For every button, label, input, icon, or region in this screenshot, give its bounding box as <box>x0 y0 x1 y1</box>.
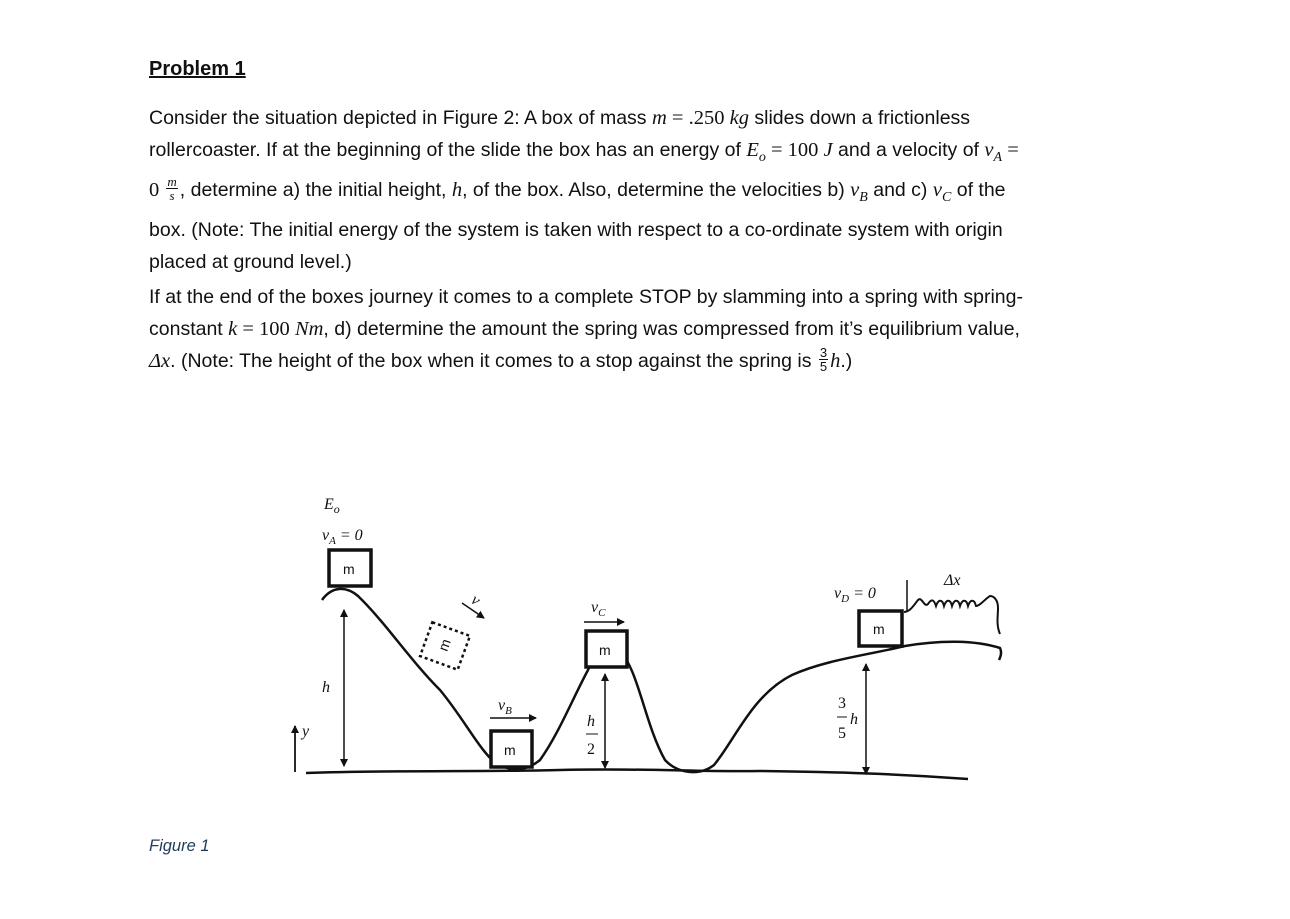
box-b-label: m <box>504 742 516 758</box>
velocity-a-label: $v_A = 0$ <box>322 527 363 547</box>
velocity-c-label: $v_C$ <box>591 599 606 619</box>
half-height-denominator: 2 <box>587 741 595 758</box>
initial-energy-label: $E_o$ <box>324 496 340 516</box>
problem-paragraph-2: If at the end of the boxes journey it comes to a complete STOP by slamming into a spring with spring- constant k = 100 Nm, d) determine the amount the spring was compressed from it’s equilibrium value, Δx. (Note: The height of the box when it comes to a stop against the spring is $\frac{3}{5}$ h.) <box>149 286 1023 375</box>
figure-caption: Figure 1 <box>149 837 210 855</box>
half-height-numerator: h <box>587 713 595 730</box>
box-on-slope <box>420 622 470 670</box>
box-c-label: m <box>599 642 611 658</box>
velocity-b-label: $v_B$ <box>498 697 512 717</box>
box-a-label: m <box>343 561 355 577</box>
three-fifths-denominator: 5 <box>838 725 846 742</box>
three-fifths-numerator: 3 <box>838 695 846 712</box>
spring <box>904 596 1000 634</box>
velocity-d-label: $v_D = 0$ <box>834 585 876 605</box>
box-on-slope-label: m <box>434 636 454 654</box>
problem-title: Problem 1 <box>149 58 246 80</box>
slope-velocity-label: v <box>467 591 484 610</box>
three-fifths-h: h <box>850 711 858 728</box>
problem-paragraph-1: Consider the situation depicted in Figure 2: A box of mass m = .250 kg slides down a frictionless rollercoaster. If at the beginning of the slide the box has an energy of $E_o = 100$ J and a velocity of $v_A$ = 0 $\frac{m}{s}$ , determine a) the initial height, h, of the box. Also, determine the velocities b) $v_B$ and c) $v_C$ of the box. (Note: The initial energy of the system is taken with respect to a co-ordinate system with origin placed at ground level.) <box>149 107 1019 273</box>
delta-x-label: Δx <box>944 572 961 589</box>
ground-line <box>306 769 968 779</box>
box-d-label: m <box>873 621 885 637</box>
height-h-label: h <box>322 679 330 696</box>
y-axis-label: y <box>302 723 310 740</box>
